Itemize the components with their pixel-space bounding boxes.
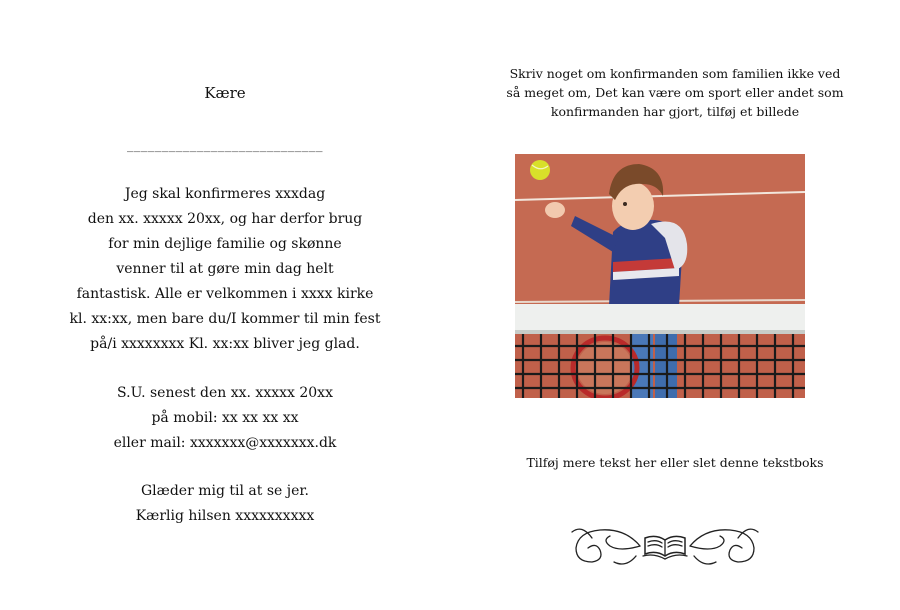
body-line: på/i xxxxxxxx Kl. xx:xx bliver jeg glad.	[90, 336, 360, 352]
net-band	[515, 304, 805, 334]
tennis-ball	[530, 160, 550, 180]
book-flourish-icon	[570, 516, 760, 572]
greeting[interactable]: Kære	[204, 84, 246, 102]
body-line: kl. xx:xx, men bare du/I kommer til min fest	[69, 311, 381, 327]
body-line: Jeg skal konfirmeres xxxdag	[124, 186, 326, 202]
photo-boy-tennis[interactable]	[515, 154, 805, 398]
right-page	[450, 0, 900, 610]
boy-hand	[545, 202, 565, 218]
name-line[interactable]: ____________________________	[127, 138, 323, 153]
intro-text[interactable]	[450, 64, 900, 121]
rsvp-block[interactable]	[0, 381, 450, 456]
body-line: for min dejlige familie og skønne	[108, 236, 342, 252]
closing-block[interactable]	[0, 479, 450, 529]
rsvp-line: eller mail: xxxxxxx@xxxxxxx.dk	[113, 435, 337, 451]
body-line: den xx. xxxxx 20xx, og har derfor brug	[87, 211, 363, 227]
rsvp-line: S.U. senest den xx. xxxxx 20xx	[117, 385, 333, 401]
tennis-photo-illustration	[515, 154, 805, 398]
intro-line: så meget om, Det kan være om sport eller andet som	[506, 85, 844, 100]
closing-line: Kærlig hilsen xxxxxxxxxx	[135, 508, 315, 524]
intro-line: konfirmanden har gjort, tilføj et billede	[550, 104, 800, 119]
rsvp-line: på mobil: xx xx xx xx	[151, 410, 299, 426]
closing-line: Glæder mig til at se jer.	[141, 483, 309, 499]
body-line: venner til at gøre min dag helt	[116, 261, 334, 277]
additional-text-box[interactable]: Tilføj mere tekst her eller slet denne tekstboks	[526, 455, 824, 470]
body-line: fantastisk. Alle er velkommen i xxxx kirke	[76, 286, 374, 302]
invitation-body[interactable]	[0, 182, 450, 357]
intro-line: Skriv noget om konfirmanden som familien ikke ved	[509, 66, 841, 81]
